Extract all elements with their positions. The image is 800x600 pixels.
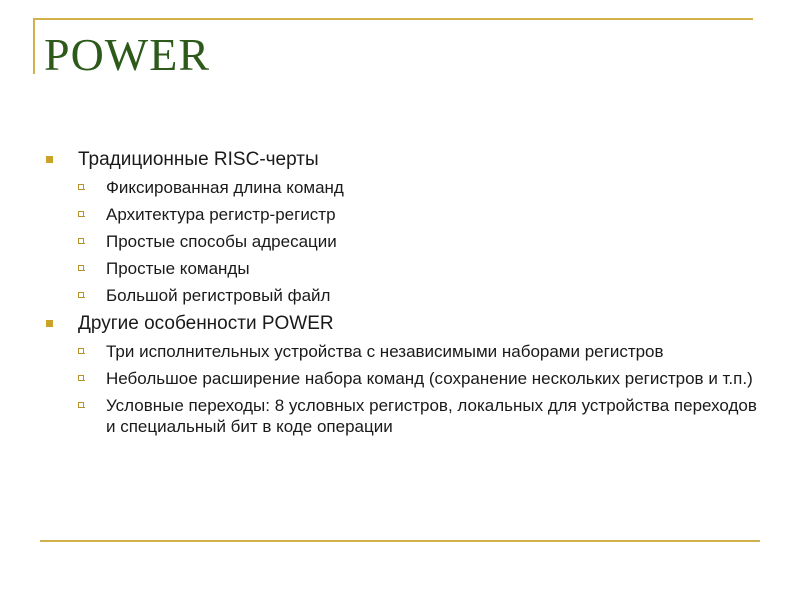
hollow-square-bullet-icon xyxy=(78,402,84,408)
bullet-text: Простые способы адресации xyxy=(106,232,337,251)
bullet-text: Архитектура регистр-регистр xyxy=(106,205,336,224)
bullet-item-level1 xyxy=(44,148,764,171)
sublist xyxy=(44,341,764,437)
hollow-square-bullet-icon xyxy=(78,375,84,381)
hollow-square-bullet-icon xyxy=(78,211,84,217)
square-bullet-icon xyxy=(46,156,53,163)
left-accent-line xyxy=(33,18,35,74)
top-divider xyxy=(33,18,753,20)
bullet-text: Условные переходы: 8 условных регистров, локальных для устройства переходов и специальный бит в коде операции xyxy=(106,396,757,436)
bottom-divider xyxy=(40,540,760,542)
bullet-item-level2 xyxy=(44,177,764,198)
bullet-item-level2 xyxy=(44,231,764,252)
slide-content xyxy=(44,148,764,443)
section-heading: Другие особенности POWER xyxy=(78,313,334,334)
section-heading: Традиционные RISC-черты xyxy=(78,149,319,170)
bullet-text: Три исполнительных устройства с независимыми наборами регистров xyxy=(106,342,664,361)
bullet-text: Фиксированная длина команд xyxy=(106,178,344,197)
hollow-square-bullet-icon xyxy=(78,348,84,354)
bullet-item-level2 xyxy=(44,204,764,225)
slide-title: POWER xyxy=(44,29,210,80)
hollow-square-bullet-icon xyxy=(78,292,84,298)
bullet-item-level1 xyxy=(44,312,764,335)
bullet-text: Большой регистровый файл xyxy=(106,286,331,305)
hollow-square-bullet-icon xyxy=(78,238,84,244)
bullet-item-level2 xyxy=(44,341,764,362)
hollow-square-bullet-icon xyxy=(78,184,84,190)
hollow-square-bullet-icon xyxy=(78,265,84,271)
square-bullet-icon xyxy=(46,320,53,327)
bullet-item-level2 xyxy=(44,285,764,306)
bullet-item-level2 xyxy=(44,395,764,437)
bullet-item-level2 xyxy=(44,368,764,389)
sublist xyxy=(44,177,764,306)
bullet-text: Небольшое расширение набора команд (сохранение нескольких регистров и т.п.) xyxy=(106,369,753,388)
bullet-item-level2 xyxy=(44,258,764,279)
bullet-text: Простые команды xyxy=(106,259,250,278)
